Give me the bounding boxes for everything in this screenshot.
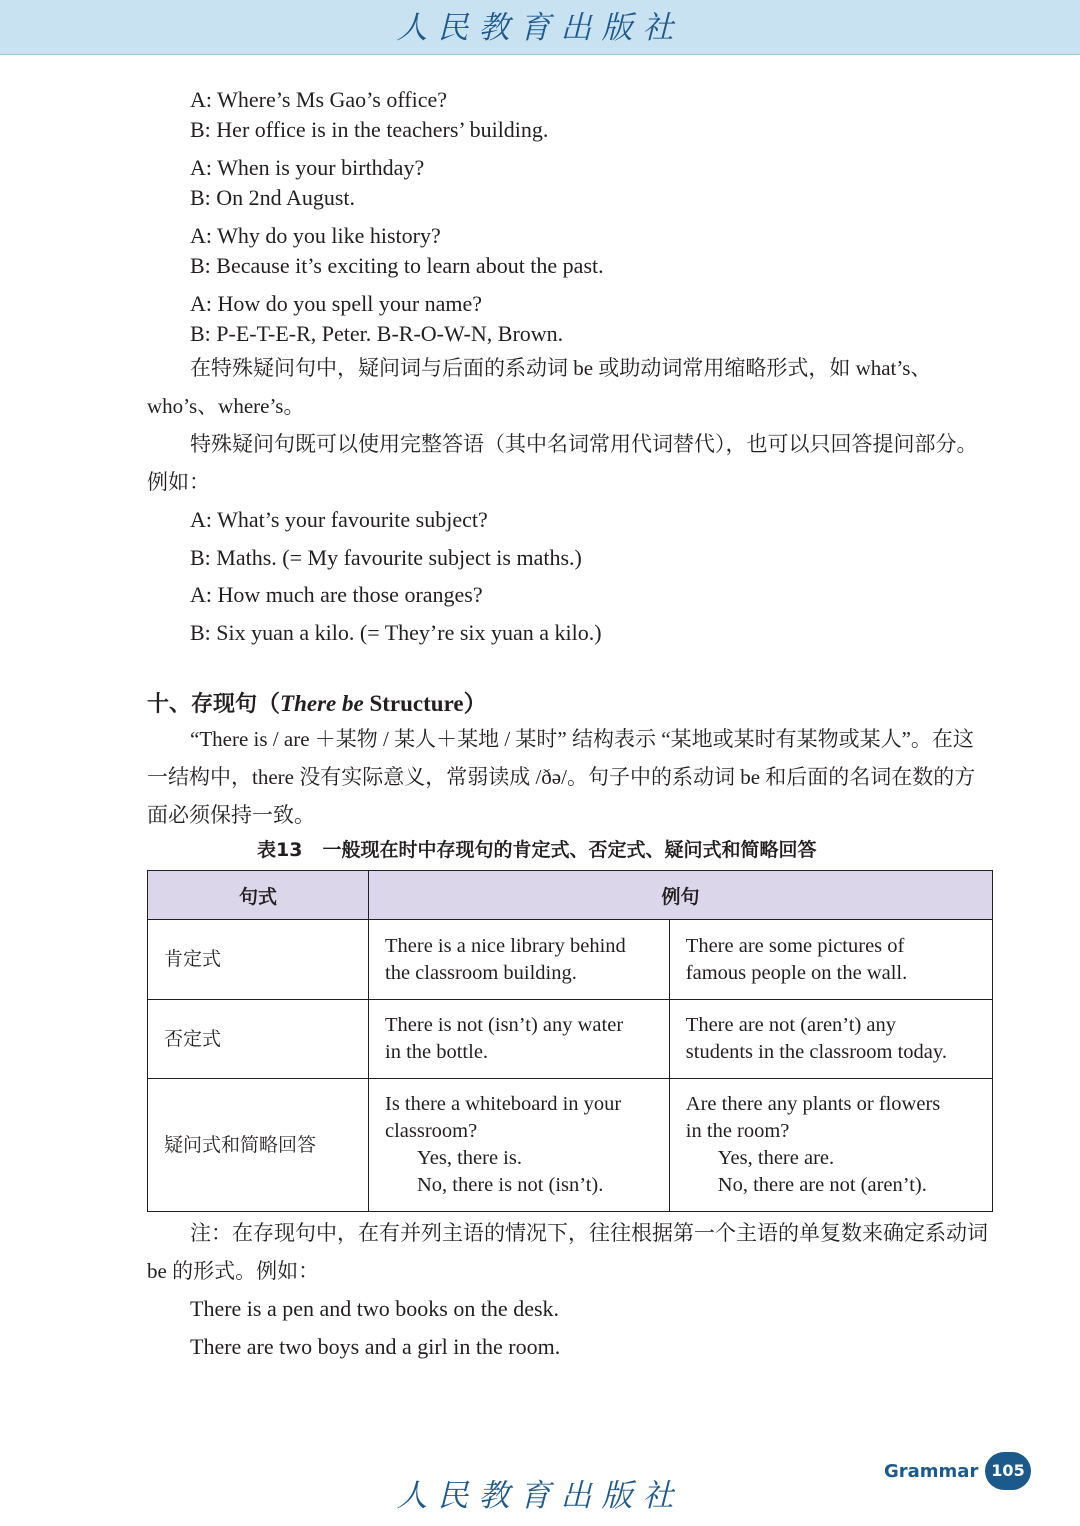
cell-line: There are some pictures of <box>685 934 905 957</box>
dialogue-line: B: P-E-T-E-R, Peter. B-R-O-W-N, Brown. <box>190 321 564 346</box>
table-row <box>148 920 993 1000</box>
paragraph: 在特殊疑问句中，疑问词与后面的系动词 be 或助动词常用缩略形式，如 what’s、who’s、where’s。 <box>147 356 932 418</box>
dialogue <box>190 85 992 145</box>
publisher-logo-footer: 人民教育出版社 <box>396 1478 684 1514</box>
dialogue-line: A: When is your birthday? <box>190 155 425 180</box>
section-title-en: Structure <box>369 691 464 716</box>
example-cell <box>369 1079 670 1212</box>
cell-line: There is a nice library behind <box>385 934 626 957</box>
dialogue-line: A: Why do you like history? <box>190 223 441 248</box>
dialogue <box>190 153 992 213</box>
paren-close: ） <box>463 691 487 716</box>
table-number: 表13 <box>257 839 303 861</box>
cell-answer: No, there are not (aren’t). <box>717 1174 927 1196</box>
cell-answer: Yes, there is. <box>417 1147 522 1169</box>
page-content <box>147 85 992 1366</box>
paren-open: （ <box>257 691 281 716</box>
dialogue-line: B: Her office is in the teachers’ building. <box>190 117 549 142</box>
dialogue <box>190 221 992 281</box>
cell-answer: No, there is not (isn’t). <box>417 1174 604 1196</box>
section-heading <box>147 689 992 720</box>
cell-line: in the room? <box>685 1120 790 1142</box>
example-sentence: There are two boys and a girl in the room. <box>190 1334 561 1359</box>
section-title-cn: 存现句 <box>191 692 258 717</box>
page-number-badge: 105 <box>985 1452 1031 1490</box>
publisher-logo: 人民教育出版社 <box>396 10 684 46</box>
table-header-cell: 例句 <box>369 871 993 920</box>
table-header-row <box>148 871 993 920</box>
row-label: 肯定式 <box>148 920 369 1000</box>
cell-line: classroom? <box>385 1120 478 1142</box>
cell-line: There are not (aren’t) any <box>685 1014 896 1036</box>
example-sentence: B: Six yuan a kilo. (= They’re six yuan a kilo.) <box>190 619 602 645</box>
cell-line: students in the classroom today. <box>685 1041 947 1063</box>
example-cell <box>669 1079 992 1212</box>
dialogue-line: A: Where’s Ms Gao’s office? <box>190 87 448 112</box>
cell-answer: Yes, there are. <box>717 1147 835 1169</box>
dialogue-line: B: On 2nd August. <box>190 185 356 210</box>
paragraph: “There is / are ＋某物 / 某人＋某地 / 某时” 结构表示 “某地或某时有某物或某人”。在这一结构中，there 没有实际意义，常弱读成 /ðə/。句子中的系动词 be 和后面的名词在数的方面必须保持一致。 <box>147 727 976 827</box>
cell-line: Is there a whiteboard in your <box>385 1093 622 1115</box>
cell-line: There is not (isn’t) any water <box>385 1014 624 1036</box>
grammar-table <box>147 870 993 1212</box>
table-header-cell: 句式 <box>148 871 369 920</box>
example-cell <box>669 920 992 1000</box>
example-sentence: There is a pen and two books on the desk. <box>190 1296 560 1321</box>
example-sentence: B: Maths. (= My favourite subject is maths.) <box>190 544 582 570</box>
example-cell <box>369 1000 670 1079</box>
section-title-italic: There be <box>280 691 364 716</box>
cell-line: Are there any plants or flowers <box>685 1093 941 1115</box>
row-label: 疑问式和简略回答 <box>148 1079 369 1212</box>
dialogue-line: B: Because it’s exciting to learn about the past. <box>190 253 604 278</box>
dialogue <box>190 289 992 349</box>
example-sentence: A: How much are those oranges? <box>190 582 483 607</box>
section-number: 十、 <box>147 692 192 717</box>
table-row <box>148 1000 993 1079</box>
cell-line: in the bottle. <box>385 1041 489 1063</box>
table-title: 一般现在时中存现句的肯定式、否定式、疑问式和简略回答 <box>322 839 817 861</box>
row-label: 否定式 <box>148 1000 369 1079</box>
paragraph: 特殊疑问句既可以使用完整答语（其中名词常用代词替代），也可以只回答提问部分。例如： <box>147 432 978 494</box>
table-caption <box>257 836 992 864</box>
cell-line: the classroom building. <box>385 961 577 984</box>
example-cell <box>669 1000 992 1079</box>
example-sentence: A: What’s your favourite subject? <box>190 507 488 532</box>
dialogue-line: A: How do you spell your name? <box>190 291 483 316</box>
note-paragraph: 注：在存现句中，在有并列主语的情况下，往往根据第一个主语的单复数来确定系动词 be 的形式。例如： <box>147 1221 988 1283</box>
example-cell <box>369 920 670 1000</box>
table-row <box>148 1079 993 1212</box>
section-footer-label: Grammar <box>884 1461 979 1482</box>
cell-line: famous people on the wall. <box>685 961 908 984</box>
